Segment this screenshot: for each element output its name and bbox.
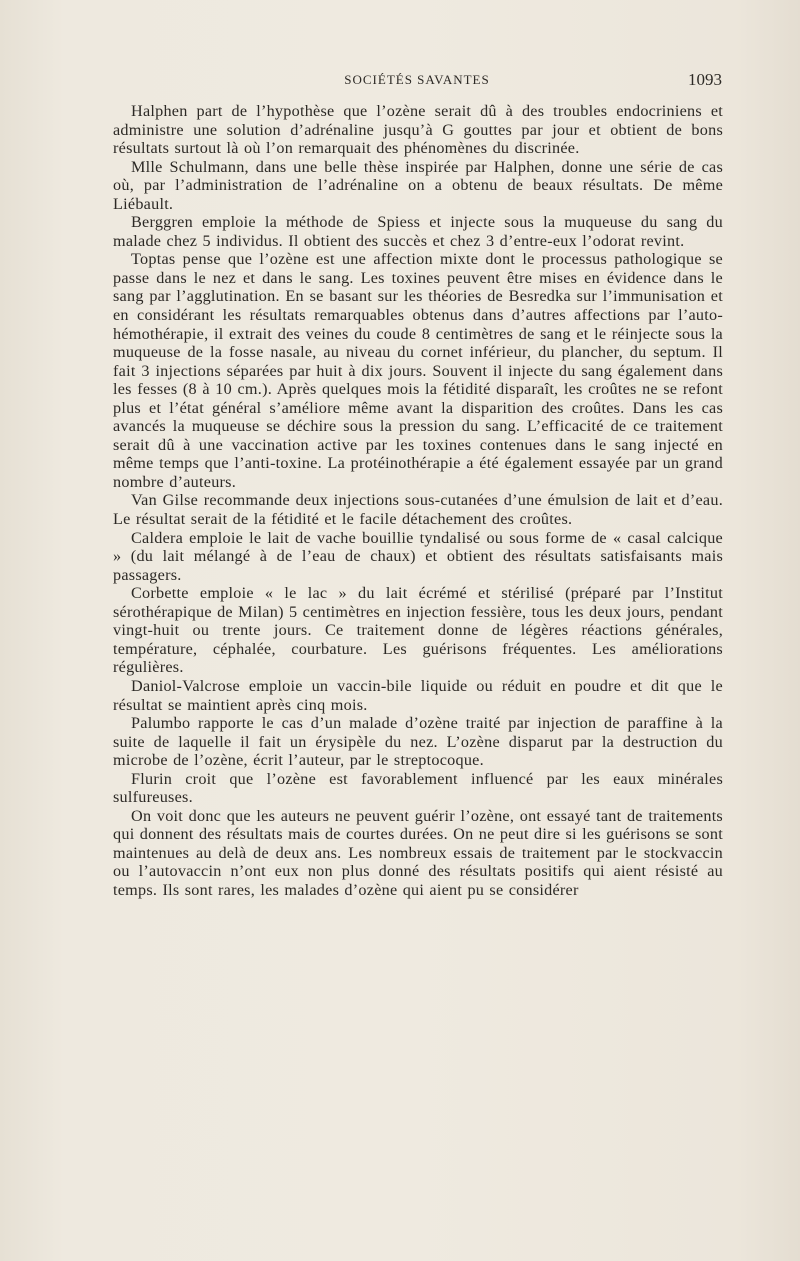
- paragraph-flurin: Flurin croit que l’ozène est favorablement influencé par les eaux minérales sulfureuses.: [113, 769, 723, 807]
- body-text: [113, 102, 723, 900]
- paragraph-berggren: Berggren emploie la méthode de Spiess et injecte sous la muqueuse du sang du malade chez 5 individus. Il obtient des succès et chez 3 d’entre-eux l’odorat revint.: [113, 213, 723, 250]
- paragraph-schulmann: Mlle Schulmann, dans une belle thèse inspirée par Halphen, donne une série de cas où, par l’administration de l’adrénaline on a obtenu de beaux résultats. De même Liébault.: [113, 157, 723, 213]
- page-number: 1093: [688, 70, 722, 89]
- paragraph-palumbo: Palumbo rapporte le cas d’un malade d’ozène traité par injection de paraffine à la suite de laquelle il fait un érysipèle du nez. L’ozène disparut par la destruction du microbe de l’ozène, écrit l’auteur, par le streptocoque.: [113, 714, 723, 770]
- running-head: SOCIÉTÉS SAVANTES: [344, 72, 490, 87]
- paragraph-conclusion: On voit donc que les auteurs ne peuvent guérir l’ozène, ont essayé tant de traitements qui donnent des résultats mais de courtes durées. On ne peut dire si les guérisons se sont maintenues au delà de deux ans. Les nombreux essais de traitement par le stockvaccin ou l’autovaccin n’ont eux non plus donné des résultats positifs qui aient résisté au temps. Ils sont rares, les malades d’ozène qui aient pu se considérer: [113, 806, 723, 899]
- paragraph-corbette: Corbette emploie « le lac » du lait écrémé et stérilisé (préparé par l’Institut sérothérapique de Milan) 5 centimètres en injection fessière, tous les deux jours, pendant vingt-huit ou trente jours. Ce traitement donne de légères réactions générales, température, céphalée, courbature. Les guérisons fréquentes. Les améliorations régulières.: [113, 584, 723, 677]
- paragraph-daniol-valcrose: Daniol-Valcrose emploie un vaccin-bile liquide ou réduit en poudre et dit que le résultat se maintient après cinq mois.: [113, 676, 723, 714]
- paragraph-toptas: Toptas pense que l’ozène est une affection mixte dont le processus pathologique se passe dans le nez et dans le sang. Les toxines peuvent être mises en évidence dans le sang par l’agglutination. En se basant sur les théories de Besredka sur l’immunisation et en considérant les résultats remarquables obtenus dans d’autres affections par l’auto-hémothérapie, il extrait des veines du coude 8 centimètres de sang et le réinjecte sous la muqueuse de la fosse nasale, au niveau du cornet inférieur, du plancher, du septum. Il fait 3 injections séparées par huit à dix jours. Souvent il injecte du sang également dans les fesses (8 à 10 cm.). Après quelques mois la fétidité disparaît, les croûtes ne se refont plus et l’état général s’améliore même avant la disparition des croûtes. Dans les cas avancés la muqueuse se déchire sous la pression du sang. L’efficacité de ce traitement serait dû à une vaccination active par les toxines contenues dans le sang injecté en même temps que l’anti-toxine. La protéinothérapie a été également essayée par un grand nombre d’auteurs.: [113, 250, 723, 491]
- paragraph-halphen: Halphen part de l’hypothèse que l’ozène serait dû à des troubles endocriniens et administre une solution d’adrénaline jusqu’à G gouttes par jour et obtient de bons résultats surtout là où l’on remarquait des phénomènes du discrinée.: [113, 102, 723, 158]
- paragraph-van-gilse: Van Gilse recommande deux injections sous-cutanées d’une émulsion de lait et d’eau. Le résultat serait de la fétidité et le facile détachement des croûtes.: [113, 491, 723, 529]
- paragraph-caldera: Caldera emploie le lait de vache bouillie tyndalisé ou sous forme de « casal calcique » (du lait mélangé à de l’eau de chaux) et obtient des résultats satisfaisants mais passagers.: [113, 528, 723, 584]
- page-header: [112, 70, 722, 94]
